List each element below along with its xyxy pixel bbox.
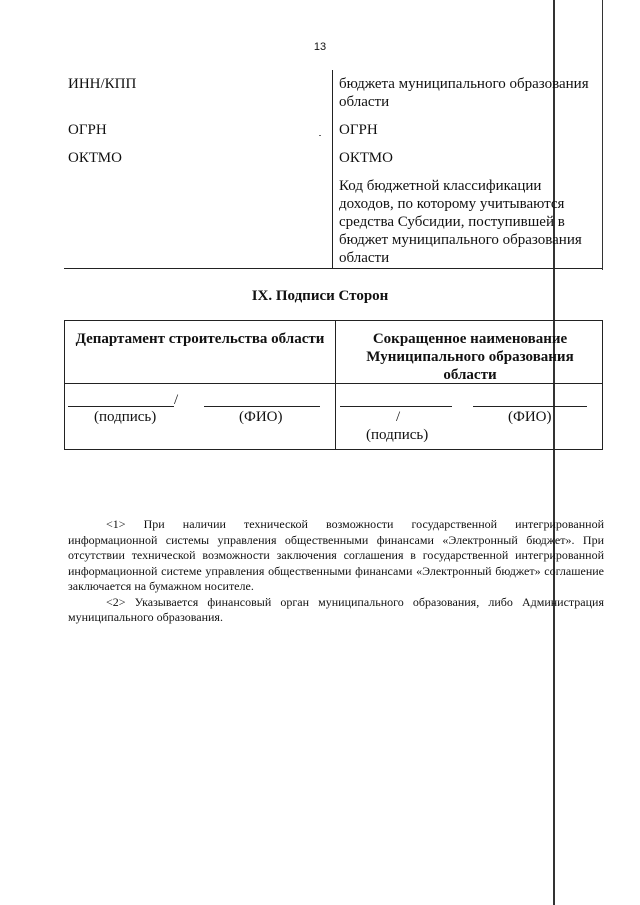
footnote-1: <1> При наличии технической возможности государственной интегрированной информационной системы управления общественными финансами «Электронный бюджет». При отсутствии технической возможности заключения соглашения в государственной интегрированной информационной системе управления общественными финансами «Электронный бюджет» соглашение заключается на бумажном носителе. xyxy=(68,517,604,593)
signature-label: (подпись) xyxy=(94,409,157,425)
signature-slash: / xyxy=(396,409,401,425)
footnotes xyxy=(68,517,604,626)
signature-label: (подпись) xyxy=(366,427,429,443)
oktmo-label: ОКТМО xyxy=(68,150,122,166)
signature-line xyxy=(340,406,452,407)
requisites-table xyxy=(64,70,602,269)
fio-label: (ФИО) xyxy=(508,409,552,425)
table-divider xyxy=(335,320,336,449)
ogrn-label-right: ОГРН xyxy=(339,122,378,138)
footnote-2: <2> Указывается финансовый орган муниципального образования, либо Администрация муниципального образования. xyxy=(68,594,604,624)
fio-line xyxy=(473,406,587,407)
fio-line xyxy=(204,406,320,407)
budget-classification-code-text: Код бюджетной классификации доходов, по которому учитываются средства Субсидии, поступившей в бюджет муниципального образования области xyxy=(339,178,582,266)
signatures-table xyxy=(64,320,602,449)
signature-slash: / xyxy=(174,392,179,408)
section-title: IX. Подписи Сторон xyxy=(251,288,389,304)
inn-kpp-label: ИНН/КПП xyxy=(68,76,137,92)
municipal-budget-text: бюджета муниципального образования области xyxy=(339,76,589,110)
page-number: 13 xyxy=(313,41,327,53)
fio-label: (ФИО) xyxy=(239,409,283,425)
ogrn-label: ОГРН xyxy=(68,122,107,138)
table-divider xyxy=(332,70,333,269)
signature-line xyxy=(68,406,174,407)
municipality-header: Сокращенное наименование Муниципального образования области xyxy=(366,331,574,383)
department-header: Департамент строительства области xyxy=(75,331,325,347)
oktmo-label-right: ОКТМО xyxy=(339,150,393,166)
table-bottom-border xyxy=(64,268,602,269)
scan-artifact-line xyxy=(602,0,603,270)
